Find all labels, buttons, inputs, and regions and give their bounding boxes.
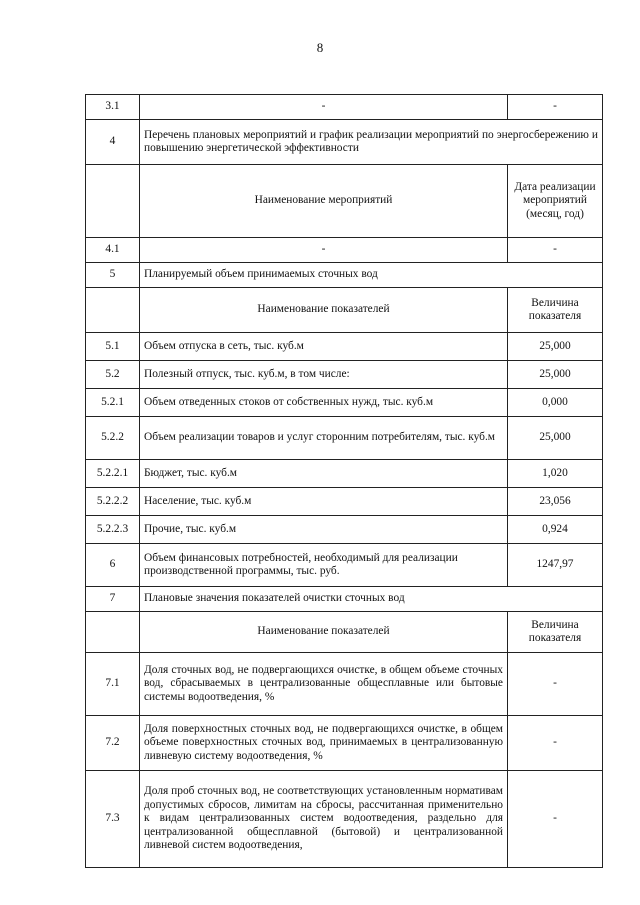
table-row — [86, 417, 603, 460]
row-number: 5.2.1 — [86, 389, 140, 417]
section-row — [86, 263, 603, 288]
row-number: 7.3 — [86, 771, 140, 868]
table-row — [86, 488, 603, 516]
header-value: Величина показателя — [508, 612, 603, 653]
row-value: 1247,97 — [508, 544, 603, 587]
table-row — [86, 238, 603, 263]
row-value: 23,056 — [508, 488, 603, 516]
row-number: 6 — [86, 544, 140, 587]
row-value: - — [508, 238, 603, 263]
table-row — [86, 333, 603, 361]
row-number: 5 — [86, 263, 140, 288]
section-title: Планируемый объем принимаемых сточных вод — [140, 263, 603, 288]
section-title: Плановые значения показателей очистки сточных вод — [140, 587, 603, 612]
row-number: 5.2.2.2 — [86, 488, 140, 516]
header-value: Дата реализации мероприятий (месяц, год) — [508, 165, 603, 238]
row-value: - — [508, 771, 603, 868]
header-row — [86, 288, 603, 333]
page-number: 8 — [316, 40, 324, 55]
row-number: 5.2.2.3 — [86, 516, 140, 544]
table-row — [86, 544, 603, 587]
table-row — [86, 389, 603, 417]
row-value: 25,000 — [508, 361, 603, 389]
row-name: Прочие, тыс. куб.м — [140, 516, 508, 544]
row-value: - — [508, 716, 603, 771]
table-row — [86, 95, 603, 120]
header-value: Величина показателя — [508, 288, 603, 333]
row-name: - — [140, 95, 508, 120]
row-name: Объем отпуска в сеть, тыс. куб.м — [140, 333, 508, 361]
header-name: Наименование показателей — [140, 288, 508, 333]
row-value: 25,000 — [508, 333, 603, 361]
row-number: 3.1 — [86, 95, 140, 120]
row-number: 4.1 — [86, 238, 140, 263]
header-row — [86, 165, 603, 238]
header-name: Наименование мероприятий — [140, 165, 508, 238]
row-number: 4 — [86, 120, 140, 165]
row-name: Объем финансовых потребностей, необходимый для реализации производственной программы, тыс. руб. — [140, 544, 508, 587]
row-name: Бюджет, тыс. куб.м — [140, 460, 508, 488]
row-name: Доля поверхностных сточных вод, не подвергающихся очистке, в общем объеме поверхностных сточных вод, принимаемых в централизованную ливневую систему водоотведения, % — [140, 716, 508, 771]
table-row — [86, 361, 603, 389]
production-program-table — [85, 94, 603, 868]
row-value: 0,924 — [508, 516, 603, 544]
row-name: Объем отведенных стоков от собственных нужд, тыс. куб.м — [140, 389, 508, 417]
row-value: - — [508, 653, 603, 716]
row-name: Доля проб сточных вод, не соответствующих установленным нормативам допустимых сбросов, лимитам на сбросы, рассчитанная применительно к видам централизованных систем водоотведения, раздельно для централизованной общесплавной (бытовой) и централизованной ливневой систем водоотведения, — [140, 771, 508, 868]
section-row — [86, 587, 603, 612]
row-name: Доля сточных вод, не подвергающихся очистке, в общем объеме сточных вод, сбрасываемых в централизованные общесплавные или бытовые системы водоотведения, % — [140, 653, 508, 716]
row-value: 0,000 — [508, 389, 603, 417]
row-number: 7.2 — [86, 716, 140, 771]
row-value: 25,000 — [508, 417, 603, 460]
table-row — [86, 653, 603, 716]
row-value: 1,020 — [508, 460, 603, 488]
section-title: Перечень плановых мероприятий и график реализации мероприятий по энергосбережению и повышению энергетической эффективности — [140, 120, 603, 165]
row-number: 5.2.2.1 — [86, 460, 140, 488]
header-row — [86, 612, 603, 653]
table-row — [86, 716, 603, 771]
section-row — [86, 120, 603, 165]
row-number: 5.1 — [86, 333, 140, 361]
row-name: Объем реализации товаров и услуг сторонним потребителям, тыс. куб.м — [140, 417, 508, 460]
row-number: 7.1 — [86, 653, 140, 716]
row-name: - — [140, 238, 508, 263]
row-number: 7 — [86, 587, 140, 612]
header-name: Наименование показателей — [140, 612, 508, 653]
row-value: - — [508, 95, 603, 120]
table-row — [86, 516, 603, 544]
row-number: 5.2 — [86, 361, 140, 389]
row-name: Население, тыс. куб.м — [140, 488, 508, 516]
row-number: 5.2.2 — [86, 417, 140, 460]
table-row — [86, 771, 603, 868]
table-row — [86, 460, 603, 488]
row-name: Полезный отпуск, тыс. куб.м, в том числе: — [140, 361, 508, 389]
